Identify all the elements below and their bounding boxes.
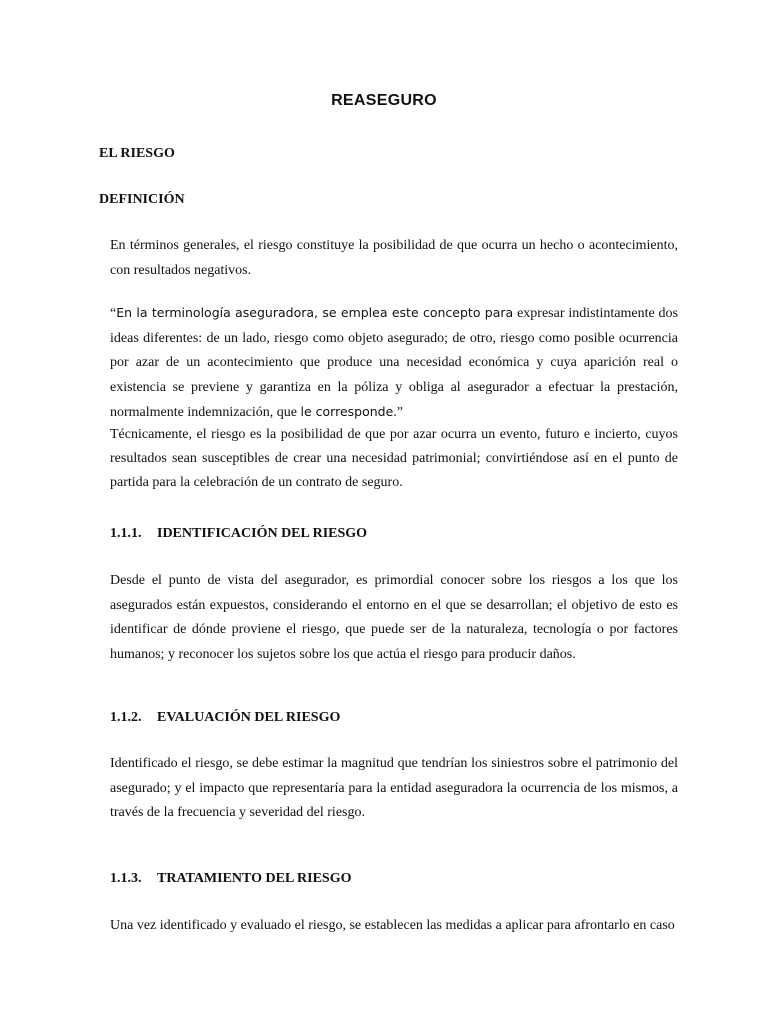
subsection-heading-treatment [110, 871, 352, 887]
subsection-title: IDENTIFICACIÓN DEL RIESGO [157, 526, 368, 541]
definition-heading: DEFINICIÓN [99, 192, 185, 207]
paragraph-identification: Desde el punto de vista del asegurador, es primordial conocer sobre los riesgos a los que los asegurados están expuestos, considerando el entorno en el que se desarrollan; el objetivo de esto es identificar de dónde proviene el riesgo, que puede ser de la naturaleza, tecnología o por factores humanos; y reconocer los sujetos sobre los que actúa el riesgo para producir daños. [110, 573, 678, 662]
quote-open-mark: “ [110, 306, 117, 321]
subsection-heading-identification [110, 526, 367, 542]
quote-styled-end: le corresponde [300, 404, 394, 419]
document-title: REASEGURO [331, 92, 437, 109]
subsection-number: 1.1.1. [110, 526, 142, 541]
paragraph-technical: Técnicamente, el riesgo es la posibilidad de que por azar ocurra un evento, futuro e incierto, cuyos resultados sean susceptibles de crear una necesidad patrimonial; convirtiéndose así en el punto de partida para la celebración de un contrato de seguro. [110, 427, 678, 490]
paragraph-treatment: Una vez identificado y evaluado el riesgo, se establecen las medidas a aplicar para afrontarlo en caso [110, 918, 675, 933]
quote-body: expresar indistintamente dos ideas diferentes: de un lado, riesgo como objeto asegurado; de otro, riesgo como posible ocurrencia por azar de un acontecimiento que produce una necesidad económica y cuya aparición real o existencia se previene y garantiza en la póliza y obliga al asegurador a efectuar la prestación, normalmente indemnización, que [110, 306, 678, 420]
paragraph-evaluation: Identificado el riesgo, se debe estimar la magnitud que tendrían los siniestros sobre el patrimonio del asegurado; y el impacto que representaría para la entidad aseguradora la ocurrencia de los mismos, a través de la frecuencia y severidad del riesgo. [110, 756, 678, 820]
subsection-heading-evaluation [110, 710, 340, 726]
subsection-title: EVALUACIÓN DEL RIESGO [157, 710, 341, 725]
paragraph-intro: En términos generales, el riesgo constituye la posibilidad de que ocurra un hecho o acontecimiento, con resultados negativos. [110, 238, 678, 278]
quote-styled-start: En la terminología aseguradora, se emplea este concepto para [116, 305, 514, 320]
subsection-number: 1.1.2. [110, 710, 142, 725]
section-heading: EL RIESGO [99, 146, 175, 161]
paragraph-quote [110, 301, 678, 426]
quote-close-mark: .” [393, 405, 403, 420]
subsection-title: TRATAMIENTO DEL RIESGO [157, 871, 352, 886]
subsection-number: 1.1.3. [110, 871, 142, 886]
